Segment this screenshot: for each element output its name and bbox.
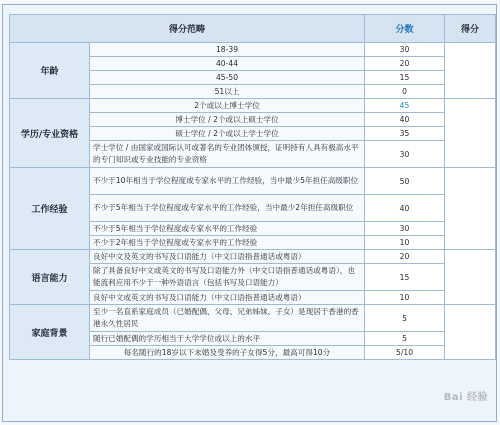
score-cell-family[interactable] (445, 305, 496, 360)
row-desc: 每名随行的18岁以下未婚及受养的子女得5分，最高可得10分 (90, 346, 365, 360)
row-points: 5/10 (365, 346, 445, 360)
header-range: 得分范畴 (10, 15, 365, 43)
row-points: 15 (365, 264, 445, 291)
row-desc: 45-50 (90, 71, 365, 85)
category-education: 学历/专业资格 (10, 99, 90, 168)
row-desc: 随行已婚配偶的学历相当于大学学位或以上的水平 (90, 332, 365, 346)
row-desc: 良好中文及英文的书写及口语能力（中文口语指普通话或粤语） (90, 250, 365, 264)
points-table-frame (2, 4, 497, 422)
row-points: 10 (365, 236, 445, 250)
row-points: 30 (365, 43, 445, 57)
row-desc: 40-44 (90, 57, 365, 71)
row-points: 30 (365, 222, 445, 236)
row-desc: 学士学位 / 由国家或国际认可或著名的专业团体颁授，证明持有人具有极高水平的专门知识或专业技能的专业资格 (90, 141, 365, 168)
score-cell-age[interactable] (445, 43, 496, 99)
header-points: 分数 (365, 15, 445, 43)
table-row (10, 168, 496, 195)
row-desc: 至少一名直系家庭成员（已婚配偶、父母、兄弟姊妹、子女）是现居于香港的香港永久性居民 (90, 305, 365, 332)
score-cell-education[interactable] (445, 99, 496, 168)
category-language: 语言能力 (10, 250, 90, 305)
row-desc: 不少于2年相当于学位程度或专家水平的工作经验 (90, 236, 365, 250)
row-desc: 良好中文或英文的书写及口语能力（中文口语指普通话或粤语） (90, 291, 365, 305)
row-points: 20 (365, 250, 445, 264)
row-desc: 不少于10年相当于学位程度或专家水平的工作经验，当中最少5年担任高级职位 (90, 168, 365, 195)
row-points: 15 (365, 71, 445, 85)
points-table (9, 14, 496, 360)
row-points: 10 (365, 291, 445, 305)
table-row (10, 99, 496, 113)
row-desc: 2个或以上博士学位 (90, 99, 365, 113)
row-points: 0 (365, 85, 445, 99)
category-family: 家庭背景 (10, 305, 90, 360)
row-points: 45 (365, 99, 445, 113)
row-points: 30 (365, 141, 445, 168)
header-score: 得分 (445, 15, 496, 43)
row-points: 5 (365, 305, 445, 332)
watermark: Bai 经验 (443, 392, 488, 403)
row-desc: 18-39 (90, 43, 365, 57)
row-points: 5 (365, 332, 445, 346)
row-points: 40 (365, 195, 445, 222)
row-points: 20 (365, 57, 445, 71)
table-header-row (10, 15, 496, 43)
category-work-experience: 工作经验 (10, 168, 90, 250)
table-row (10, 43, 496, 57)
row-points: 40 (365, 113, 445, 127)
row-desc: 博士学位 / 2个或以上硕士学位 (90, 113, 365, 127)
row-desc: 不少于5年相当于学位程度或专家水平的工作经验 (90, 222, 365, 236)
table-row (10, 250, 496, 264)
score-cell-language[interactable] (445, 250, 496, 305)
row-desc: 51以上 (90, 85, 365, 99)
category-age: 年龄 (10, 43, 90, 99)
row-desc: 除了具备良好中文或英文的书写及口语能力外（中文口语指普通话或粤语），也能流利应用不少于一种外语语言（包括书写及口语能力） (90, 264, 365, 291)
row-desc: 硕士学位 / 2个或以上学士学位 (90, 127, 365, 141)
table-row (10, 305, 496, 332)
row-points: 35 (365, 127, 445, 141)
score-cell-work-experience[interactable] (445, 168, 496, 250)
row-desc: 不少于5年相当于学位程度或专家水平的工作经验，当中最少2年担任高级职位 (90, 195, 365, 222)
row-points: 50 (365, 168, 445, 195)
